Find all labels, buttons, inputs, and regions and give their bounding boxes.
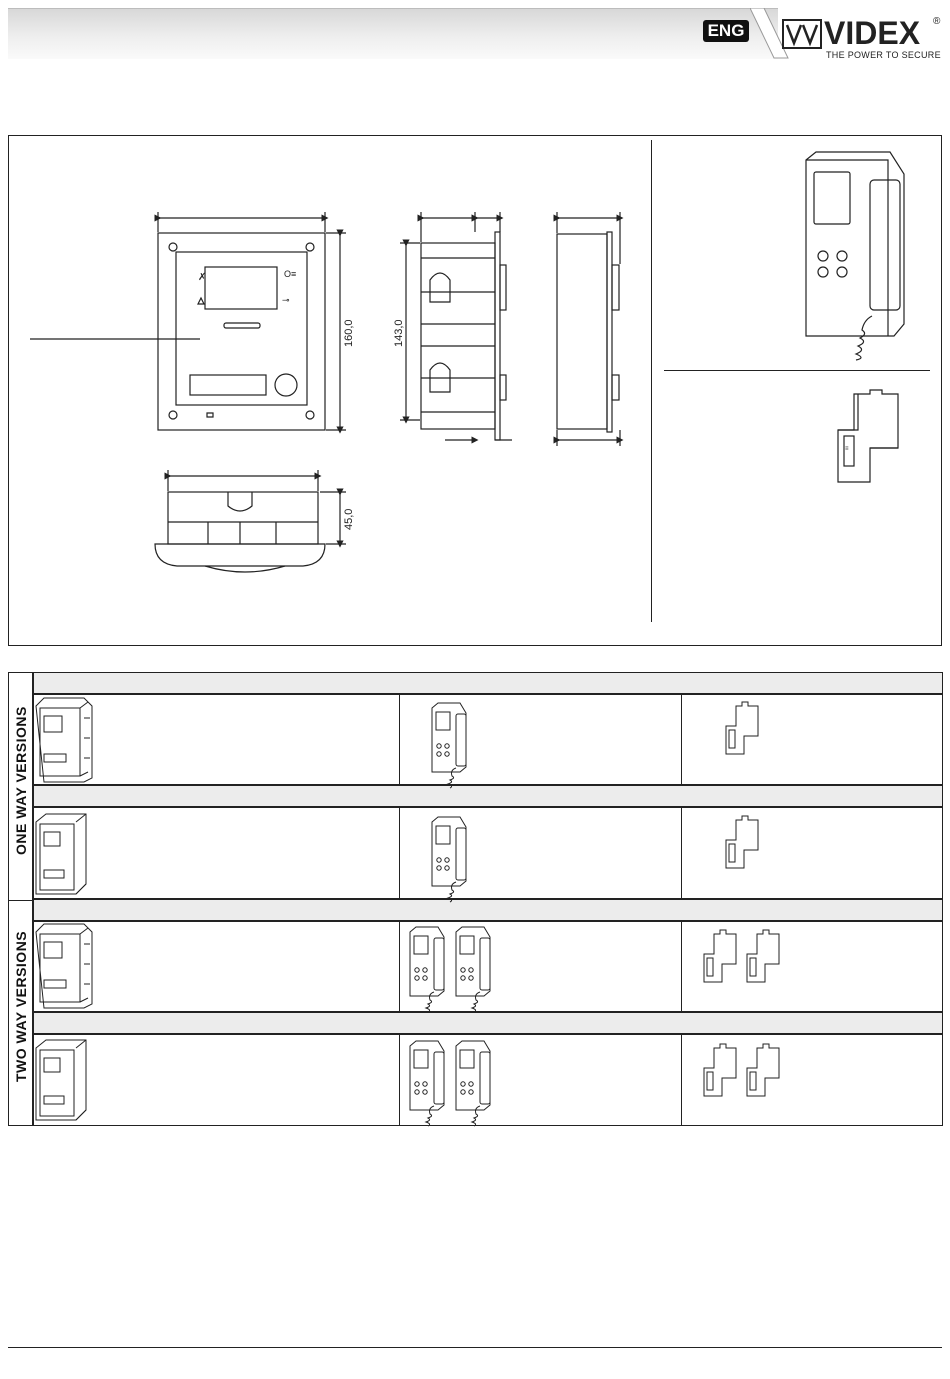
footer-rule bbox=[8, 1347, 942, 1348]
dim-panel-height: 160,0 bbox=[343, 319, 355, 347]
dim-side-height: 143,0 bbox=[393, 319, 405, 347]
group-label-one-way: ONE WAY VERSIONS bbox=[13, 706, 29, 855]
brand-registered-mark: ® bbox=[933, 16, 941, 27]
svg-text:✗: ✗ bbox=[198, 272, 207, 283]
svg-text:O≡: O≡ bbox=[284, 269, 297, 279]
svg-text:⊸: ⊸ bbox=[282, 295, 290, 305]
group-label-two-way: TWO WAY VERSIONS bbox=[13, 930, 29, 1082]
brand-name: VIDEX bbox=[824, 15, 921, 51]
brand-tagline: THE POWER TO SECURE bbox=[826, 50, 941, 60]
dim-depth: 45,0 bbox=[343, 508, 355, 530]
svg-text:≡: ≡ bbox=[845, 446, 849, 452]
language-badge: ENG bbox=[703, 20, 749, 42]
